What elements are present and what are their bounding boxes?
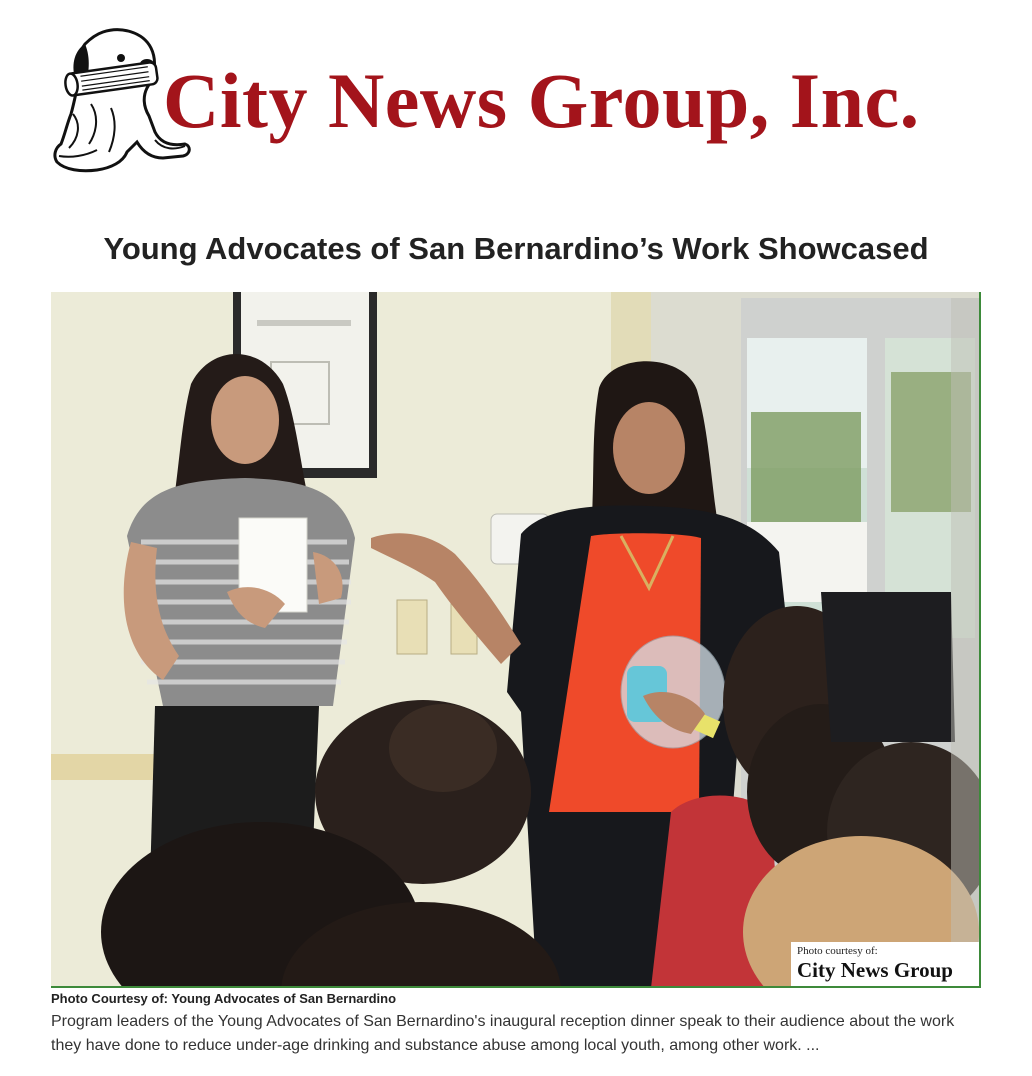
masthead [51,28,981,176]
brand-name: City News Group, Inc. [163,57,920,144]
photo-credit: Photo Courtesy of: Young Advocates of San Bernardino [51,991,397,1006]
watermark-brand: City News Group [797,958,953,982]
photo-illustration [51,292,981,988]
photo-caption: Program leaders of the Young Advocates of San Bernardino's inaugural reception dinner speak to their audience about the work they have done to reduce under-age drinking and substance abuse among local youth, among other work. ... [51,1013,955,1054]
article-headline: Young Advocates of San Bernardino’s Work Showcased [103,230,929,266]
watermark-caption: Photo courtesy of: [797,945,878,957]
photo-watermark [791,942,979,986]
article-photo [51,292,981,988]
